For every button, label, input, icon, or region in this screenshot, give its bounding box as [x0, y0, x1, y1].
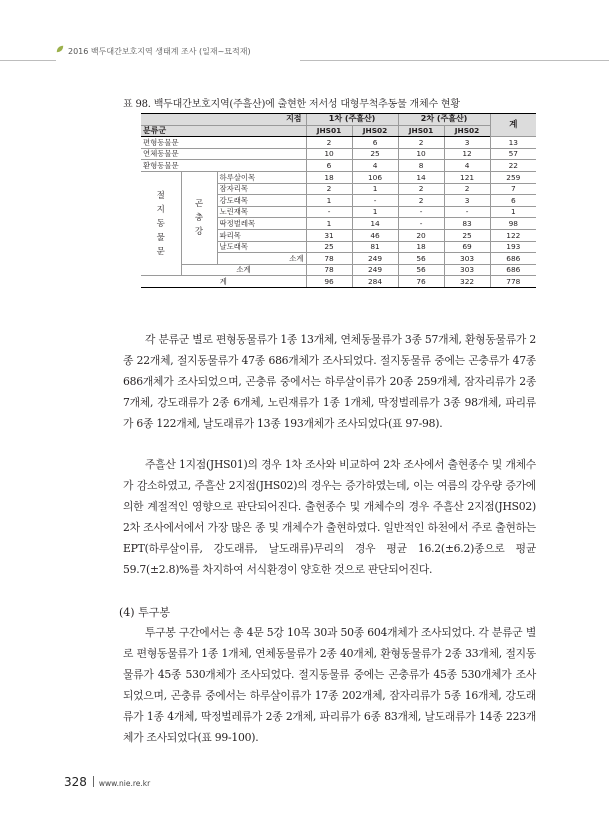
cell: 6 — [306, 160, 352, 172]
class-group-label: 곤 충 강 — [181, 171, 217, 264]
table-caption: 표 98. 백두대간보호지역(주흘산)에 출현한 저서성 대형무척추동물 개체수 현황 — [123, 99, 460, 110]
row-label: 편형동물문 — [141, 137, 306, 149]
cell: 14 — [398, 171, 444, 183]
paragraph-site-comparison: 주흘산 1지점(JHS01)의 경우 1차 조사와 비교하여 2차 조사에서 출현종수 및 개체수가 감소하였고, 주흘산 2지점(JHS02)의 경우는 증가하였는데, 이는 여름의 강우량 증가에 의한 계절적인 영향으로 판단되어진다. 출현종수 및 개체수의 경우 주흘산 2지점(JHS02) 2차 조사에서에서 가장 많은 종 및 개체수가 출현하였다. 일반적인 하천에서 주로 출현하는 EPT(하루살이류, 강도래류, 날도래류)무리의 경우 평균 16.2(±6.2)종으로 평균 59.7(±2.8)%를 차지하여 서식환경이 양호한 것으로 판단되어진다. — [123, 458, 536, 576]
cell: 284 — [352, 276, 398, 288]
cell: 686 — [490, 264, 536, 276]
cell: 122 — [490, 229, 536, 241]
row-label: 연체동물문 — [141, 148, 306, 160]
group-header: 분류군 — [141, 125, 306, 137]
row-label: 환형동물문 — [141, 160, 306, 172]
cell: 193 — [490, 241, 536, 253]
cell: 121 — [444, 171, 490, 183]
cell: 1 — [352, 206, 398, 218]
cell: - — [352, 195, 398, 207]
cell: - — [306, 206, 352, 218]
cell: 12 — [444, 148, 490, 160]
cell: 2 — [398, 183, 444, 195]
cell: 8 — [398, 160, 444, 172]
cell: 2 — [444, 183, 490, 195]
row-label: 소계 — [181, 264, 306, 276]
total-row — [141, 276, 536, 288]
cell: 3 — [444, 195, 490, 207]
cell: 14 — [352, 218, 398, 230]
cell: 25 — [306, 241, 352, 253]
round1-header: 1차 (주흘산) — [306, 114, 398, 126]
cell: 56 — [398, 264, 444, 276]
footer-url: www.nie.re.kr — [98, 779, 151, 788]
cell: 57 — [490, 148, 536, 160]
round2-header: 2차 (주흘산) — [398, 114, 490, 126]
cell: 106 — [352, 171, 398, 183]
row-label: 소계 — [217, 253, 306, 265]
cell: 78 — [306, 264, 352, 276]
cell: 22 — [490, 160, 536, 172]
paragraph-tugubong: 투구봉 구간에서는 총 4문 5강 10목 30과 50종 604개체가 조사되었다. 각 분류군 별로 편형동물류가 1종 1개체, 연체동물류가 2종 40개체, 환형동물류가 2종 33개체, 절지동물류가 45종 530개체가 조사되었다. 절지동물류 중에는 곤충류가 45종 530개체가 조사되었으며, 곤충류 중에서는 하루살이류가 17종 202개체, 잠자리류가 5종 16개체, 강도래류가 1종 4개체, 딱정벌레류가 2종 2개체, 파리류가 6종 83개체, 날도래류가 14종 223개체가 조사되었다(표 99-100). — [123, 626, 536, 744]
row-label: 잠자리목 — [217, 183, 306, 195]
cell: 6 — [352, 137, 398, 149]
cell: 83 — [444, 218, 490, 230]
cell: 81 — [352, 241, 398, 253]
cell: 3 — [444, 137, 490, 149]
header-rule-left — [0, 60, 56, 61]
cell: 25 — [352, 148, 398, 160]
cell: 686 — [490, 253, 536, 265]
cell: 25 — [444, 229, 490, 241]
cell: 10 — [398, 148, 444, 160]
cell: 303 — [444, 264, 490, 276]
header-row-2 — [141, 125, 536, 137]
table-row — [141, 160, 536, 172]
table-row — [141, 148, 536, 160]
site-code: JHS02 — [444, 125, 490, 137]
phylum-group-label: 절 지 동 물 문 — [141, 171, 181, 275]
subtotal-row — [141, 264, 536, 276]
footer-divider — [93, 776, 94, 787]
site-code: JHS02 — [352, 125, 398, 137]
cell: 13 — [490, 137, 536, 149]
running-title: 2016 백두대간보호지역 생태계 조사 (일재~묘적재) — [68, 47, 251, 56]
page-footer — [64, 771, 150, 790]
section-title: (4) 투구봉 — [119, 606, 170, 619]
row-label: 노린재목 — [217, 206, 306, 218]
cell: 778 — [490, 276, 536, 288]
cell: 6 — [490, 195, 536, 207]
table-row — [141, 137, 536, 149]
cell: 7 — [490, 183, 536, 195]
cell: 10 — [306, 148, 352, 160]
cell: 69 — [444, 241, 490, 253]
cell: 96 — [306, 276, 352, 288]
cell: 31 — [306, 229, 352, 241]
row-label: 파리목 — [217, 229, 306, 241]
site-code: JHS01 — [306, 125, 352, 137]
cell: 2 — [398, 137, 444, 149]
cell: - — [398, 218, 444, 230]
cell: 18 — [398, 241, 444, 253]
cell: 1 — [306, 195, 352, 207]
cell: 322 — [444, 276, 490, 288]
site-code: JHS01 — [398, 125, 444, 137]
site-header: 지점 — [141, 114, 306, 126]
cell: - — [398, 206, 444, 218]
cell: 18 — [306, 171, 352, 183]
cell: 2 — [306, 183, 352, 195]
cell: 1 — [352, 183, 398, 195]
header-rule-right — [300, 60, 609, 61]
cell: 303 — [444, 253, 490, 265]
cell: 4 — [444, 160, 490, 172]
cell: 76 — [398, 276, 444, 288]
paragraph-taxa-summary: 각 분류군 별로 편형동물류가 1종 13개체, 연체동물류가 3종 57개체, 환형동물류가 2종 22개체, 절지동물류가 47종 686개체가 조사되었다. 절지동물류 중에는 곤충류가 47종 686개체가 조사되었으며, 곤충류 중에서는 하루살이류가 20종 259개체, 잠자리류가 2종 7개체, 강도래류가 2종 6개체, 노린재류가 1종 1개체, 딱정벌레류가 3종 98개체, 파리류가 6종 122개체, 날도래류가 13종 193개체가 조사되었다(표 97-98). — [123, 333, 536, 430]
cell: 56 — [398, 253, 444, 265]
table-row — [141, 171, 536, 183]
cell: 2 — [306, 137, 352, 149]
row-label: 강도래목 — [217, 195, 306, 207]
header-row-1 — [141, 114, 536, 126]
row-label: 딱정벌레목 — [217, 218, 306, 230]
cell: 2 — [398, 195, 444, 207]
cell: 259 — [490, 171, 536, 183]
page-number: 328 — [64, 775, 87, 789]
cell: 1 — [306, 218, 352, 230]
cell: 78 — [306, 253, 352, 265]
species-count-table — [141, 113, 536, 288]
row-label: 계 — [141, 276, 306, 288]
row-label: 하루살이목 — [217, 171, 306, 183]
cell: - — [444, 206, 490, 218]
cell: 46 — [352, 229, 398, 241]
leaf-icon — [56, 45, 64, 53]
cell: 4 — [352, 160, 398, 172]
cell: 20 — [398, 229, 444, 241]
cell: 249 — [352, 253, 398, 265]
cell: 1 — [490, 206, 536, 218]
row-label: 날도래목 — [217, 241, 306, 253]
running-header — [0, 0, 609, 62]
cell: 249 — [352, 264, 398, 276]
total-header: 계 — [490, 114, 536, 137]
cell: 98 — [490, 218, 536, 230]
